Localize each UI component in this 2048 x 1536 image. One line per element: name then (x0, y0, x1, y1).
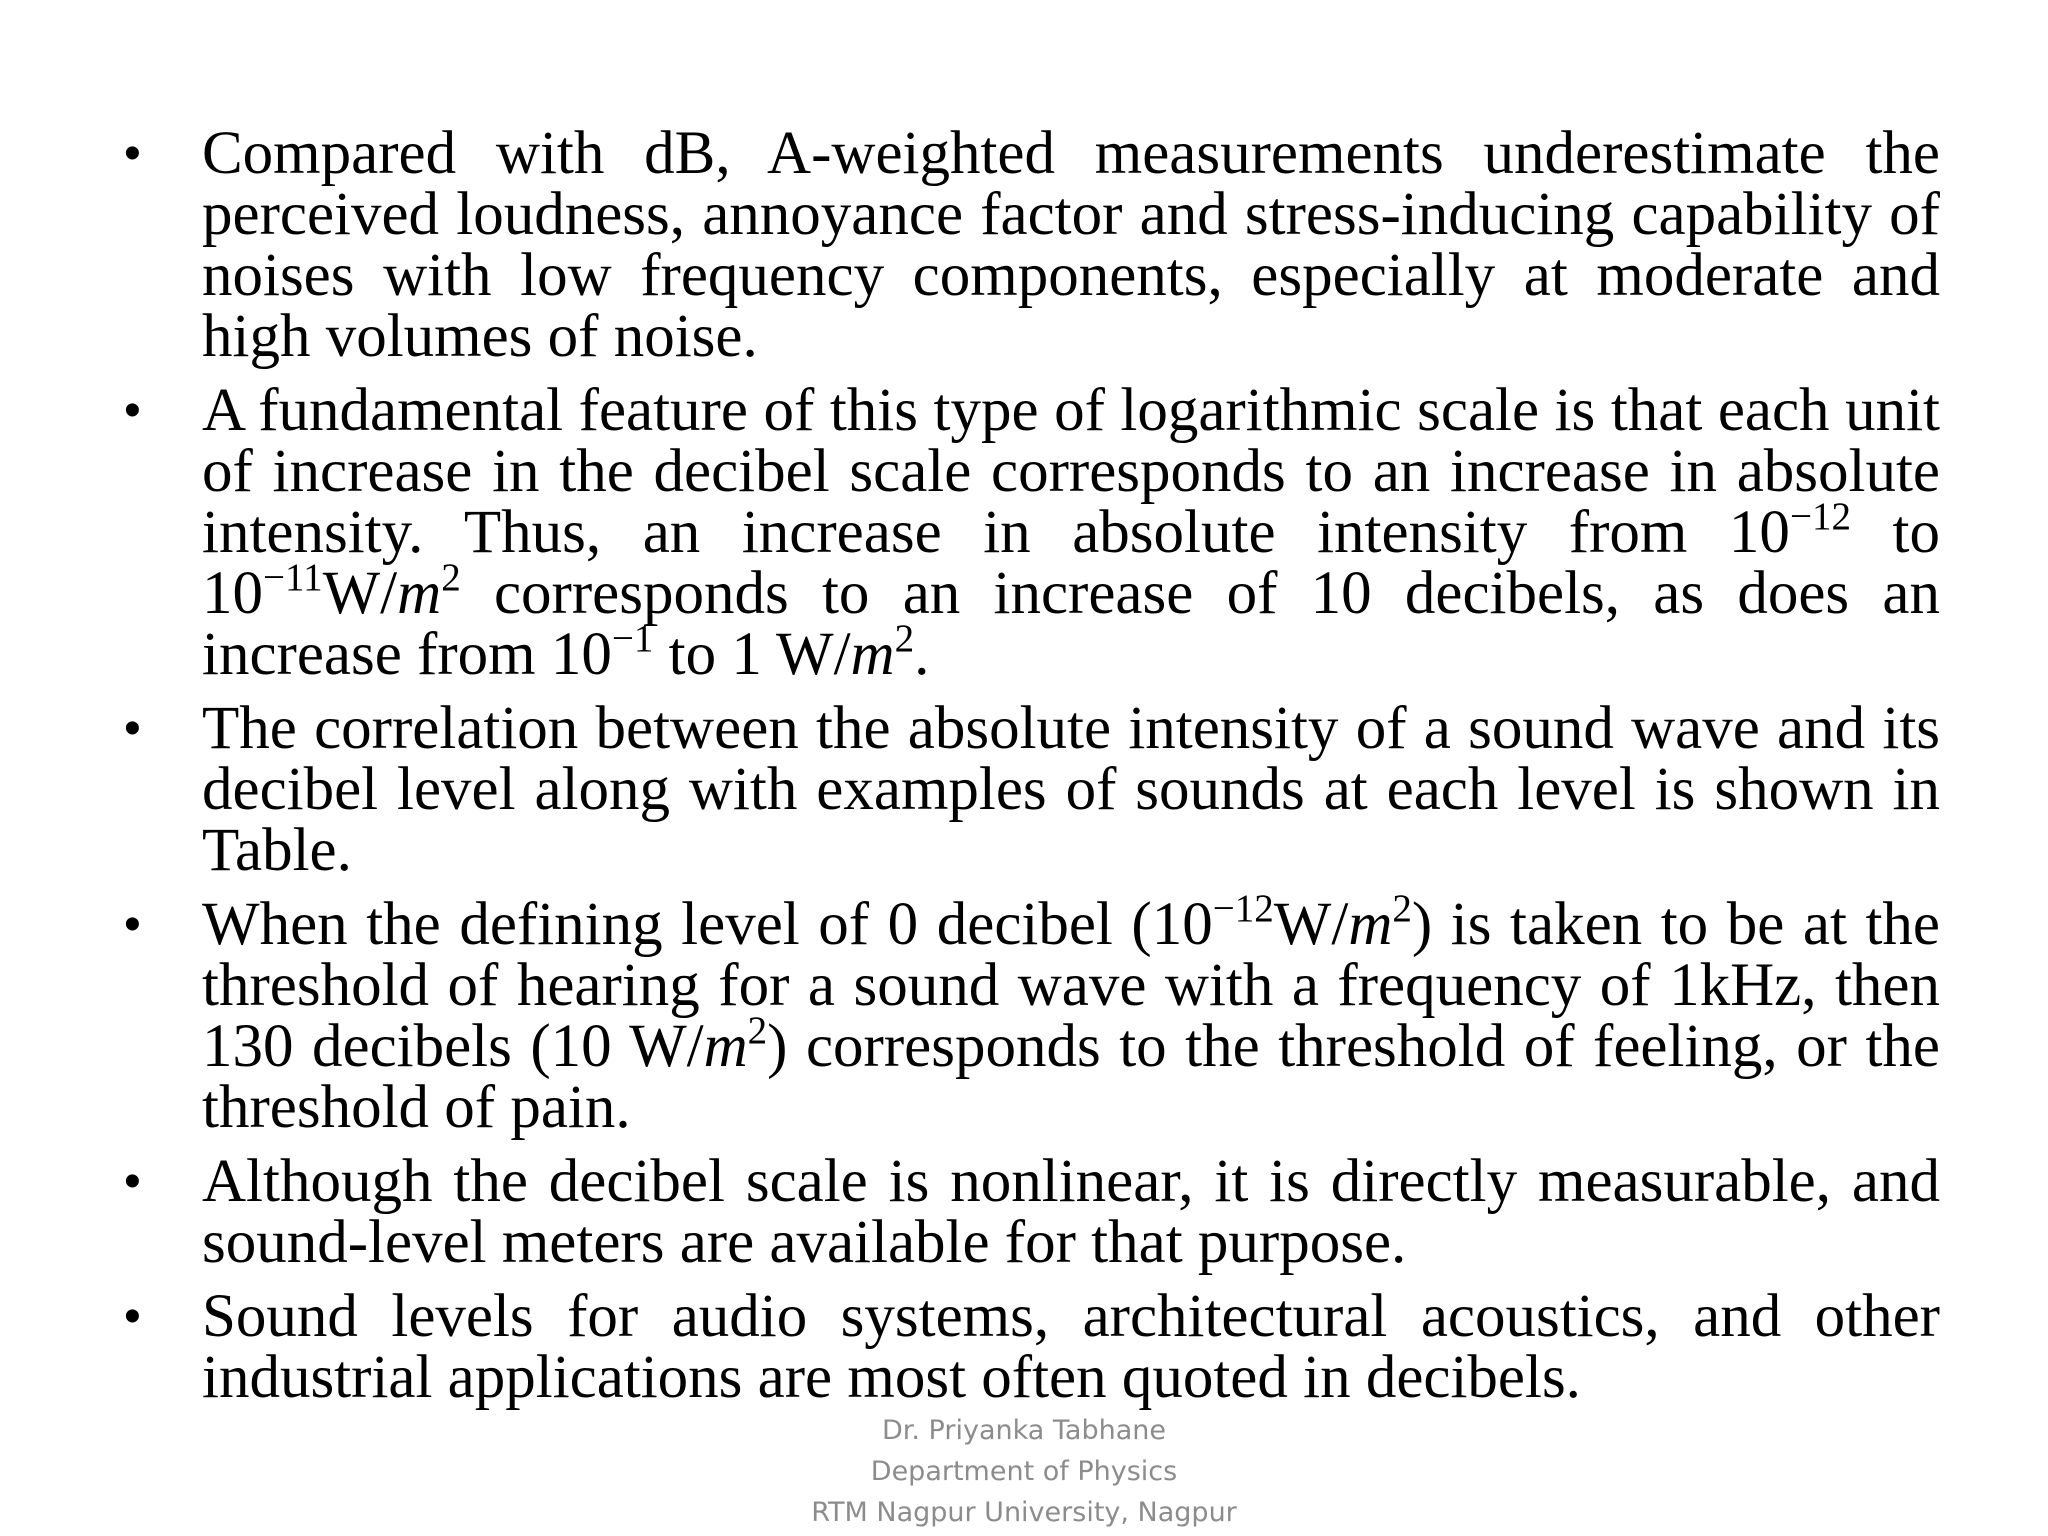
exponent: −11 (263, 555, 323, 599)
text-run: . (914, 621, 930, 688)
math-variable: m (1348, 891, 1393, 958)
bullet-text: Although the decibel scale is nonlinear, it is directly measurable, and sound-level meters are available for that purpose. (202, 1148, 1940, 1276)
exponent: 2 (441, 555, 461, 599)
bullet-item-2 (118, 377, 1941, 688)
footer (0, 1410, 2048, 1533)
bullet-icon: • (124, 1290, 141, 1343)
text-run: to 10 (202, 499, 1941, 627)
math-variable: m (397, 560, 442, 627)
bullet-icon: • (124, 702, 141, 755)
exponent: −12 (1789, 494, 1851, 538)
math-variable: m (703, 1013, 748, 1080)
text-run: W/ (1273, 891, 1349, 958)
bullet-text (202, 886, 1940, 1141)
author-name: Dr. Priyanka Tabhane (881, 1415, 1166, 1446)
exponent: 2 (1392, 886, 1412, 930)
bullet-item-5 (118, 1148, 1940, 1276)
math-variable: m (850, 621, 895, 688)
text-run: W/ (322, 560, 398, 627)
exponent: −1 (611, 616, 654, 660)
bullet-list (118, 120, 1941, 1421)
exponent: 2 (747, 1008, 768, 1052)
bullet-text: Compared with dB, A-weighted measurements underestimate the perceived loudness, annoyance factor and stress-inducing capability of noises with low frequency components, especially at moderate and high volumes of noise. (202, 120, 1940, 370)
bullet-icon: • (124, 384, 141, 437)
bullet-text: Sound levels for audio systems, architectural acoustics, and other industrial applications are most often quoted in decibels. (202, 1283, 1940, 1411)
text-run: to 1 W/ (653, 621, 851, 688)
exponent: −12 (1212, 886, 1274, 930)
bullet-item-4 (118, 886, 1940, 1141)
bullet-item-3 (118, 695, 1940, 884)
bullet-icon: • (124, 127, 141, 180)
text-run: A fundamental feature of this type of logarithmic scale is that each unit of increase in the decibel scale corresponds to an increase in absolute intensity. Thus, an increase in absolute intensity from 10 (202, 377, 1940, 566)
university: RTM Nagpur University, Nagpur (811, 1497, 1237, 1528)
text-run: ) is taken to be at the threshold of hearing for a sound wave with a frequency of 1kHz, then 130 decibels (10 W/ (202, 891, 1940, 1080)
bullet-icon: • (124, 1155, 141, 1208)
text-run: When the defining level of 0 decibel (10 (202, 891, 1213, 958)
bullet-item-6 (118, 1283, 1940, 1411)
bullet-text (202, 377, 1940, 688)
bullet-icon: • (124, 898, 141, 951)
bullet-text: The correlation between the absolute intensity of a sound wave and its decibel level along with examples of sounds at each level is shown in Table. (202, 695, 1940, 884)
text-run: corresponds to an increase of 10 decibels, as does an increase from 10 (202, 560, 1940, 688)
exponent: 2 (894, 616, 915, 660)
department: Department of Physics (870, 1456, 1178, 1487)
bullet-item-1 (118, 120, 1940, 370)
text-run: ) corresponds to the threshold of feeling, or the threshold of pain. (202, 1013, 1940, 1141)
